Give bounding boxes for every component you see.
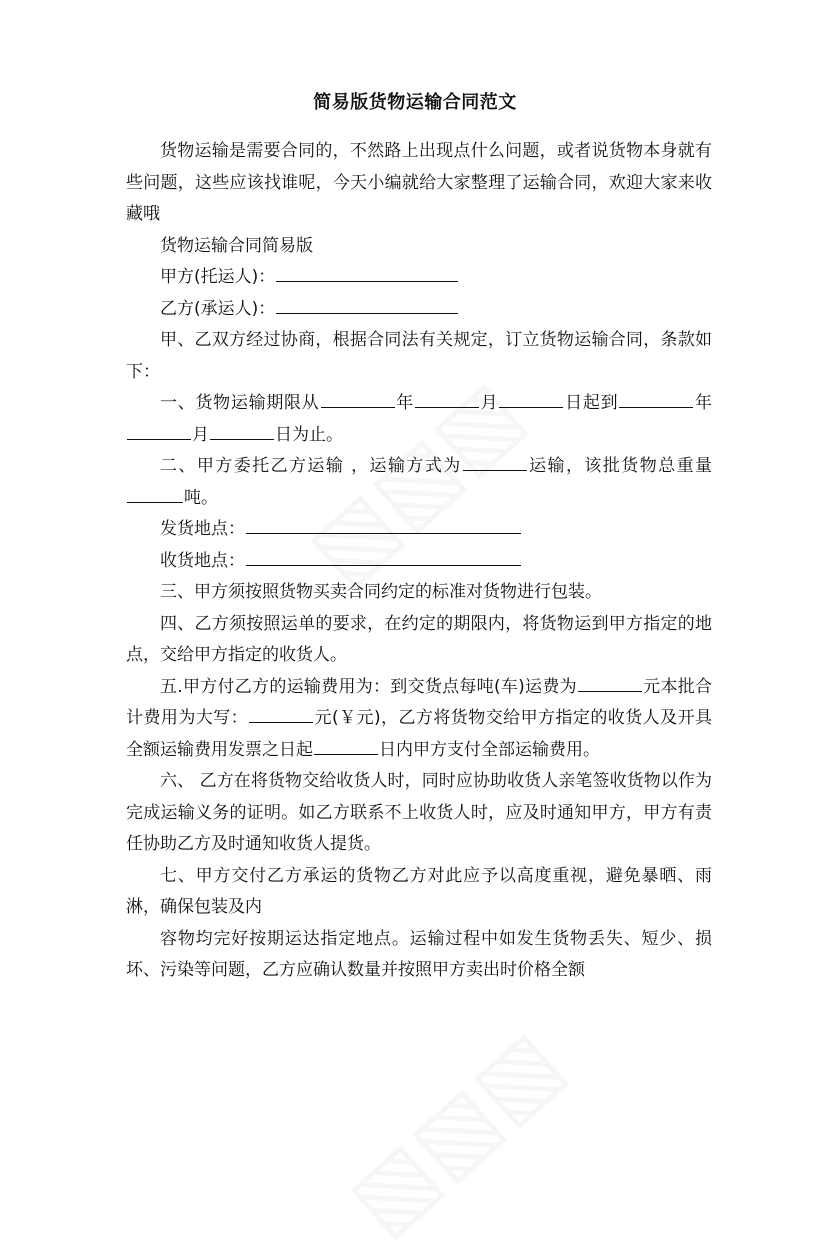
clause-5-invoice: 元(￥元)，乙方将货物交给甲方指定的收货人及开具全额运输费用发票之日起 [126,708,713,760]
ship-from-label: 发货地点： [160,519,245,539]
party-b-blank [276,295,458,314]
clause-2 [126,451,712,514]
end-month-blank [127,421,191,440]
clause-2-text: 二、甲方委托乙方运输 ，运输方式为 [160,456,462,476]
ship-from-line [126,514,712,546]
clause-7-continued: 容物均完好按期运达指定地点。运输过程中如发生货物丢失、短少、损坏、污染等问题，乙方应确认数量并按照甲方卖出时价格全额 [126,928,712,980]
intro-paragraph: 货物运输是需要合同的，不然路上出现点什么问题，或者说货物本身就有些问题，这些应该找谁呢，今天小编就给大家整理了运输合同，欢迎大家来收藏哦 [126,141,712,224]
clause-1-end-year: 年 [694,393,713,413]
party-a-blank [276,263,458,282]
transport-mode-blank [463,452,527,471]
total-blank [249,704,313,723]
agreement-paragraph: 甲、乙双方经过协商，根据合同法有关规定，订立货物运输合同，条款如下： [126,330,712,382]
ship-to-blank [246,547,521,566]
end-year-blank [619,389,693,408]
clause-1 [126,388,712,451]
clause-1-end: 日为止。 [275,424,343,445]
document-title: 简易版货物运输合同范文 [313,92,517,113]
ship-to-line [126,546,712,578]
clause-2-weight: 运输，该批货物总重量 [527,456,712,476]
start-day-blank [499,389,563,408]
clause-1-text: 一、货物运输期限从 [160,393,320,413]
clause-7: 七、甲方交付乙方承运的货物乙方对此应予以高度重视，避免暴晒、雨淋，确保包装及内 [126,865,712,917]
clause-2-unit: 吨。 [184,487,218,508]
start-month-blank [415,389,479,408]
ship-to-label: 收货地点： [160,550,245,571]
clause-1-year: 年 [395,393,414,413]
rate-blank [578,673,642,692]
weight-blank [127,484,183,503]
clause-1-month: 月 [479,393,499,413]
clause-5 [126,672,712,767]
watermark-lower [328,1010,582,1253]
clause-5-total: 元本批合计费用为大写： [126,676,713,728]
party-b-line [126,294,712,326]
clause-5-text: 五.甲方付乙方的运输费用为：到交货点每吨(车)运费为 [160,676,577,697]
party-a-line [126,262,712,294]
party-b-label: 乙方(承运人)： [160,298,276,319]
document-body [126,136,712,987]
party-a-label: 甲方(托运人)： [160,267,276,287]
payment-days-blank [314,736,378,755]
clause-5-end: 日内甲方支付全部运输费用。 [379,739,600,760]
contract-subtitle: 货物运输合同简易版 [160,235,313,256]
clause-6: 六、 乙方在将货物交给收货人时，同时应协助收货人亲笔签收货物以作为完成运输义务的证明。如乙方联系不上收货人时，应及时通知甲方，甲方有责任协助乙方及时通知收货人提货。 [126,771,712,854]
clause-1-day-to: 日起到 [564,393,619,413]
clause-3: 三、甲方须按照货物买卖合同约定的标准对货物进行包装。 [160,582,602,602]
ship-from-blank [246,515,521,534]
end-day-blank [210,421,274,440]
clause-4: 四、乙方须按照运单的要求，在约定的期限内，将货物运到甲方指定的地点，交给甲方指定的收货人。 [126,613,712,665]
clause-1-end-month: 月 [192,424,209,445]
start-year-blank [321,389,395,408]
